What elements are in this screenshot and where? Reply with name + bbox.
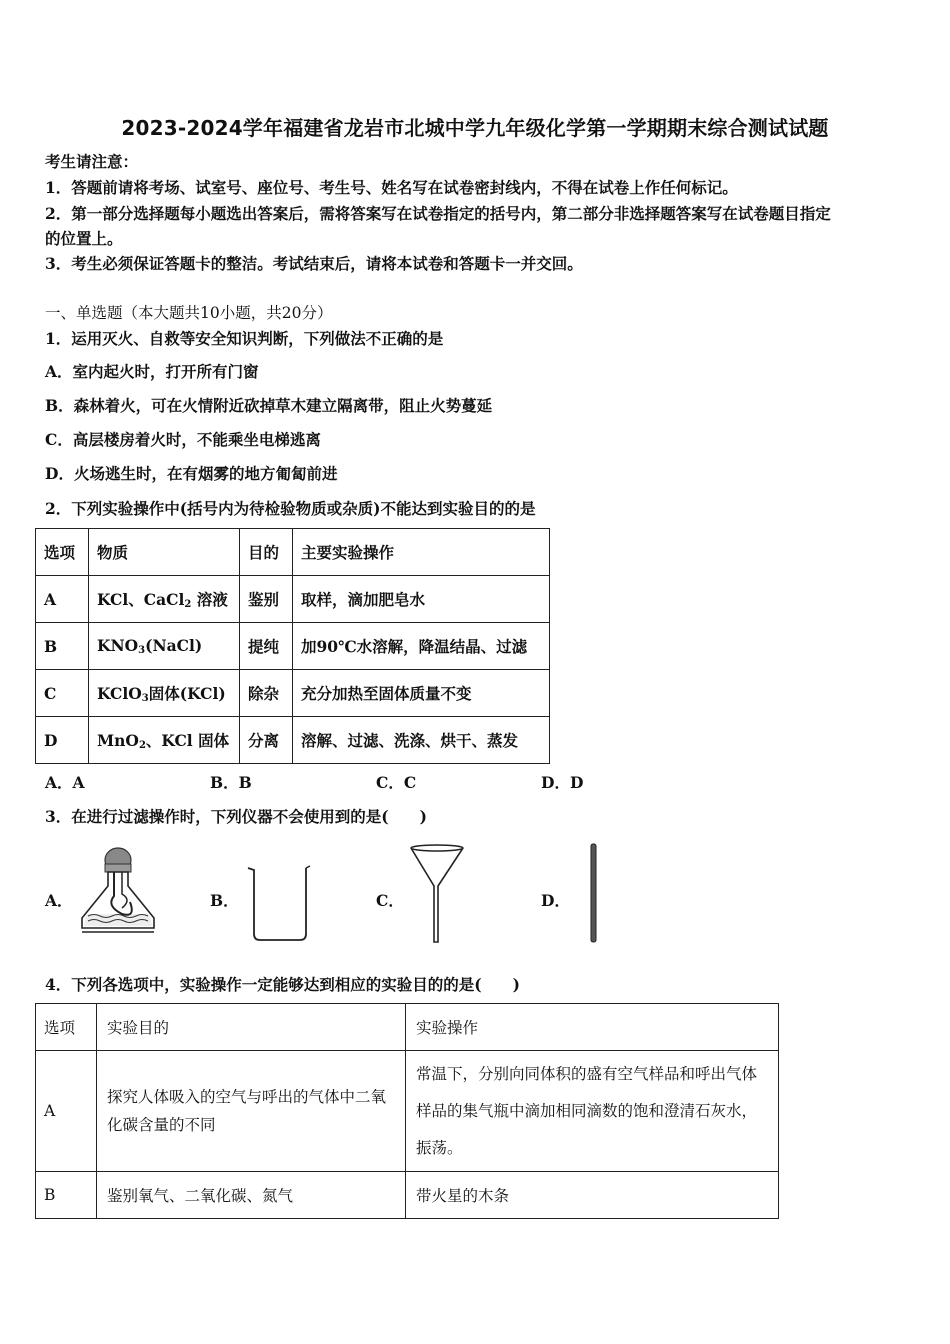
notice-item-1: 1．答题前请将考场、试室号、座位号、考生号、姓名写在试卷密封线内，不得在试卷上作任何标记。 <box>45 178 738 197</box>
q4-table <box>35 1003 779 1219</box>
cell-purpose: 鉴别氧气、二氧化碳、氮气 <box>97 1172 406 1219</box>
table-row <box>36 576 550 623</box>
cell-purpose: 探究人体吸入的空气与呼出的气体中二氧化碳含量的不同 <box>97 1051 406 1172</box>
table-row <box>36 1051 779 1172</box>
q3-option-c[interactable]: C． <box>376 891 404 910</box>
cell-substance: MnO$_2$、KCl 固体 <box>89 717 240 764</box>
cell-purpose: 分离 <box>240 717 293 764</box>
q2-stem: 2．下列实验操作中(括号内为待检验物质或杂质)不能达到实验目的的是 <box>45 499 536 518</box>
header-cell: 实验目的 <box>97 1004 406 1051</box>
header-cell: 物质 <box>89 529 240 576</box>
alcohol-lamp-icon <box>72 846 164 938</box>
glass-rod-icon <box>588 842 600 944</box>
q4-stem: 4．下列各选项中，实验操作一定能够达到相应的实验目的的是( ) <box>45 975 520 994</box>
cell-option: C <box>36 670 89 717</box>
beaker-icon <box>242 862 316 944</box>
q2-answer-a[interactable]: A．A <box>45 773 85 792</box>
header-cell: 选项 <box>36 1004 97 1051</box>
q2-answer-c[interactable]: C．C <box>376 773 417 792</box>
page-title: 2023-2024学年福建省龙岩市北城中学九年级化学第一学期期末综合测试试题 <box>121 116 829 140</box>
q1-option-b[interactable]: B．森林着火，可在火情附近砍掉草木建立隔离带，阻止火势蔓延 <box>45 396 493 415</box>
table-row <box>36 623 550 670</box>
cell-option: B <box>36 1172 97 1219</box>
cell-substance: KCl、CaCl$_2$ 溶液 <box>89 576 240 623</box>
funnel-icon <box>407 842 467 946</box>
cell-option: D <box>36 717 89 764</box>
table-header-row <box>36 1004 779 1051</box>
table-header-row <box>36 529 550 576</box>
header-cell: 选项 <box>36 529 89 576</box>
q3-option-b[interactable]: B． <box>210 891 239 910</box>
cell-substance: $KNO_3(NaCl)$ <box>89 623 240 670</box>
header-cell: 实验操作 <box>406 1004 779 1051</box>
cell-operation: 取样，滴加肥皂水 <box>293 576 550 623</box>
q3-option-a[interactable]: A． <box>45 891 73 910</box>
q2-answer-d[interactable]: D．D <box>541 773 584 792</box>
header-cell: 目的 <box>240 529 293 576</box>
q1-option-d[interactable]: D．火场逃生时，在有烟雾的地方匍匐前进 <box>45 464 338 483</box>
q1-option-a[interactable]: A．室内起火时，打开所有门窗 <box>45 362 259 381</box>
cell-operation: 充分加热至固体质量不变 <box>293 670 550 717</box>
q2-answer-b[interactable]: B．B <box>210 773 252 792</box>
q1-stem: 1．运用灭火、自救等安全知识判断，下列做法不正确的是 <box>45 329 444 348</box>
cell-operation: 溶解、过滤、洗涤、烘干、蒸发 <box>293 717 550 764</box>
cell-option: A <box>36 576 89 623</box>
q3-stem: 3．在进行过滤操作时，下列仪器不会使用到的是( ) <box>45 807 427 826</box>
header-cell: 主要实验操作 <box>293 529 550 576</box>
cell-substance: KClO$_3$固体(KCl) <box>89 670 240 717</box>
cell-purpose: 鉴别 <box>240 576 293 623</box>
notice-item-3: 3．考生必须保证答题卡的整洁。考试结束后，请将本试卷和答题卡一并交回。 <box>45 254 583 273</box>
cell-operation: 加90℃水溶解，降温结晶、过滤 <box>293 623 550 670</box>
q2-table <box>35 528 550 764</box>
cell-option: B <box>36 623 89 670</box>
table-row <box>36 717 550 764</box>
cell-purpose: 除杂 <box>240 670 293 717</box>
notice-item-2: 2．第一部分选择题每小题选出答案后，需将答案写在试卷指定的括号内，第二部分非选择题答案写在试卷题目指定 <box>45 204 831 223</box>
q3-option-d[interactable]: D． <box>541 891 570 910</box>
table-row <box>36 670 550 717</box>
cell-operation: 常温下，分别向同体积的盛有空气样品和呼出气体样品的集气瓶中滴加相同滴数的饱和澄清石灰水，振荡。 <box>406 1051 779 1172</box>
table-row <box>36 1172 779 1219</box>
section-heading: 一、单选题（本大题共10小题，共20分） <box>45 304 333 322</box>
cell-operation: 带火星的木条 <box>406 1172 779 1219</box>
q1-option-c[interactable]: C．高层楼房着火时，不能乘坐电梯逃离 <box>45 430 321 449</box>
cell-purpose: 提纯 <box>240 623 293 670</box>
cell-option: A <box>36 1051 97 1172</box>
notice-heading: 考生请注意： <box>45 152 139 171</box>
notice-item-2-cont: 的位置上。 <box>45 229 123 248</box>
